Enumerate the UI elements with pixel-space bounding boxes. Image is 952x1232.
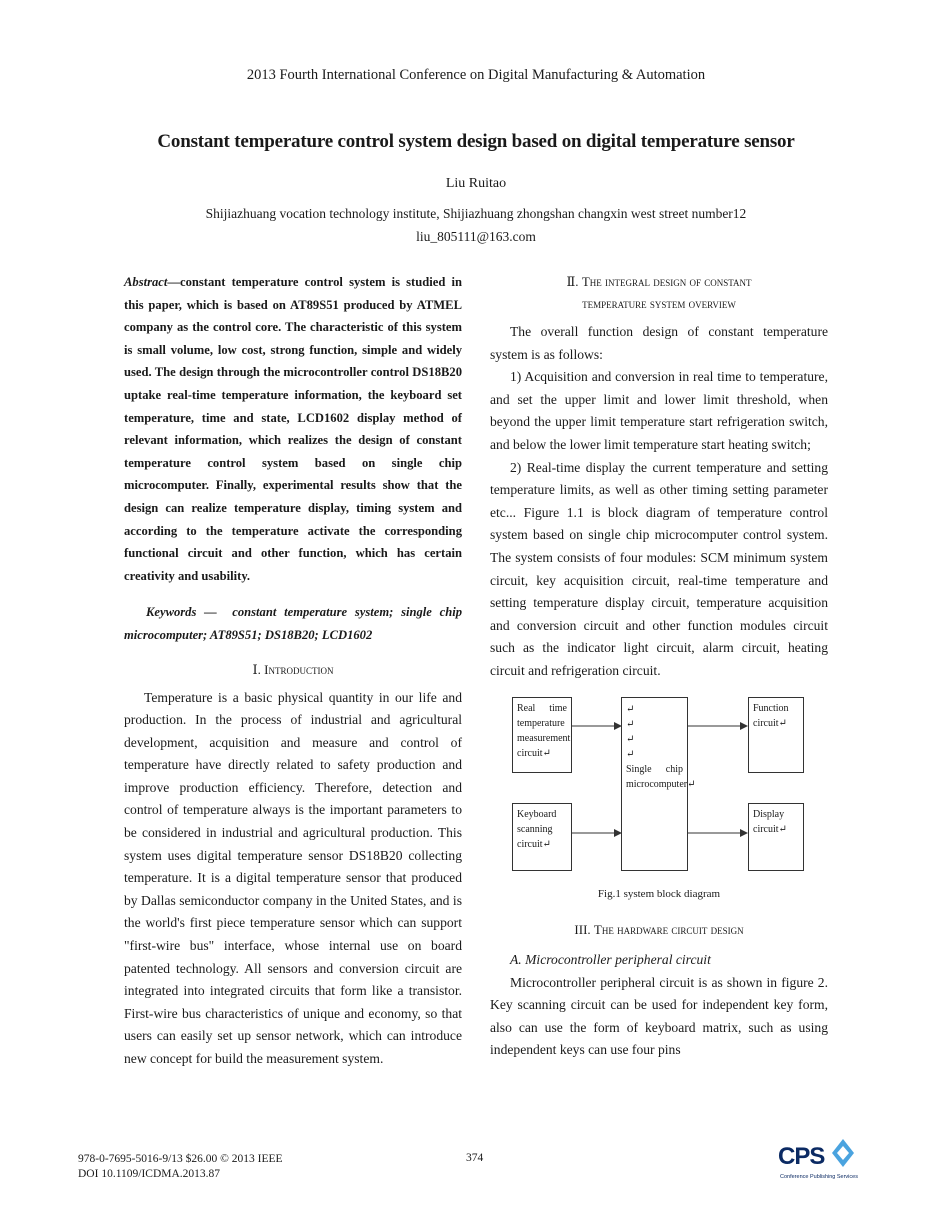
section-title: The hardware circuit design [593,922,744,938]
integral-paragraph-3: 2) Real-time display the current temperature and setting temperature limits, as well as other timing setting parameter etc... Figure 1.1 is block diagram of temperature control system based on single chip microcomputer control system. The system consists of four modules: SCM minimum system circuit, key acquisition circuit, real-time temperature and setting temperature display circuit, temperature acquisition and conversion circuit and other function modules circuit such as the indicator light circuit, alarm circuit, heating circuit and refrigeration circuit. [490,459,828,678]
section-number: Ⅱ. [566,274,582,289]
realtime-temperature-box: Real time temperature measurement circuit↵ [512,697,572,773]
mcu-label: Single chip microcomputer↵ [626,763,696,790]
block-diagram-figure [490,693,828,883]
cps-logo-text: CPS [778,1143,825,1170]
section-title-cont: temperature system overview [582,296,736,311]
section-number: III. [574,922,594,938]
abstract-text: —constant temperature control system is studied in this paper, which is based on AT89S51 produced by ATMEL company as the control core. The characteristic of this system is small volume, low cost, strong function, simple and widely used. The design through the microcontroller control DS18B20 uptake real-time temperature information, the keyboard set temperature, time and state, LCD1602 display method of relevant information, which realizes the design of constant temperature control system based on single chip microcomputer. Finally, experimental results show that the design can realize temperature display, timing system and according to the temperature activate the corresponding functional circuit and other function, which has certain creativity and usability. [124,275,462,583]
integral-paragraph-2: 1) Acquisition and conversion in real time to temperature, and set the upper limit and lower limit threshold, when beyond the upper limit temperature start refrigeration switch, and below the lower limit temperature start heating switch; [490,369,828,452]
author-email: liu_805111@163.com [416,229,536,244]
keywords-label: Keywords — [146,605,217,620]
cps-logo [778,1137,858,1187]
integral-paragraph-1: The overall function design of constant temperature system is as follows: [490,324,828,362]
display-circuit-box: Display circuit↵ [748,803,804,871]
section-heading-integral [490,271,828,315]
keywords [124,601,462,646]
left-column [124,271,462,1071]
section-title: Introduction [264,661,334,677]
section-number: Ⅰ. [252,661,265,677]
isbn-text: 978-0-7695-5016-9/13 $26.00 © 2013 IEEE [78,1153,283,1165]
section-heading-hardware [490,919,828,941]
conference-header: 2013 Fourth International Conference on Digital Manufacturing & Automation [246,67,706,83]
keyboard-scanning-box: Keyboard scanning circuit↵ [512,803,572,871]
figure-caption: Fig.1 system block diagram [597,887,721,900]
right-column [490,271,828,1062]
doi-text: DOI 10.1109/ICDMA.2013.87 [78,1168,221,1180]
function-circuit-box: Function circuit↵ [748,697,804,773]
cps-logo-mark-icon [830,1137,856,1177]
mcu-box [621,697,696,871]
paper-title: Constant temperature control system design based on digital temperature sensor [157,131,795,152]
page-number: 374 [466,1152,484,1164]
author-name: Liu Ruitao [445,176,507,191]
section-title: The integral design of constant [581,274,752,289]
author-affiliation: Shijiazhuang vocation technology institute, Shijiazhuang zhongshan changxin west street number12 [205,206,747,221]
subsection-heading: A. Microcontroller peripheral circuit [510,952,711,968]
hardware-paragraph: Microcontroller peripheral circuit is as shown in figure 2. Key scanning circuit can be used for independent key form, also can use the form of keyboard matrix, such as using independent keys can use four pins [490,974,828,1058]
keywords-text: constant temperature system; single chip microcomputer; AT89S51; DS18B20; LCD1602 [124,605,463,642]
footer-left [78,1152,283,1182]
intro-paragraph: Temperature is a basic physical quantity in our life and production. In the process of industrial and agricultural development, acquisition and measure and control of temperature have directly related to safety production and improve production efficiency. Therefore, detection and control of temperature always is the important parameters to be considered in industrial and agricultural production. This system uses digital temperature sensor DS18B20 collecting temperature. It is a digital temperature sensor that produced by Dallas semiconductor company in the United States, and is the world's first piece temperature sensor which can support "first-wire bus" interface, whose internal use on board patented technology. All sensors and conversion circuit are integrated into integrated circuits that form like a transistor. First-wire bus characteristics of unique and economy, so that users can easily set up sensor network, which can introduce new concept for build the measurement system. [124,689,462,1066]
mcu-return-marks: ↵ ↵ ↵ ↵ [626,703,635,760]
section-heading-introduction [124,659,462,681]
abstract [124,271,462,587]
cps-logo-subtitle: Conference Publishing Services [780,1174,858,1180]
abstract-label: Abstract [124,275,168,289]
